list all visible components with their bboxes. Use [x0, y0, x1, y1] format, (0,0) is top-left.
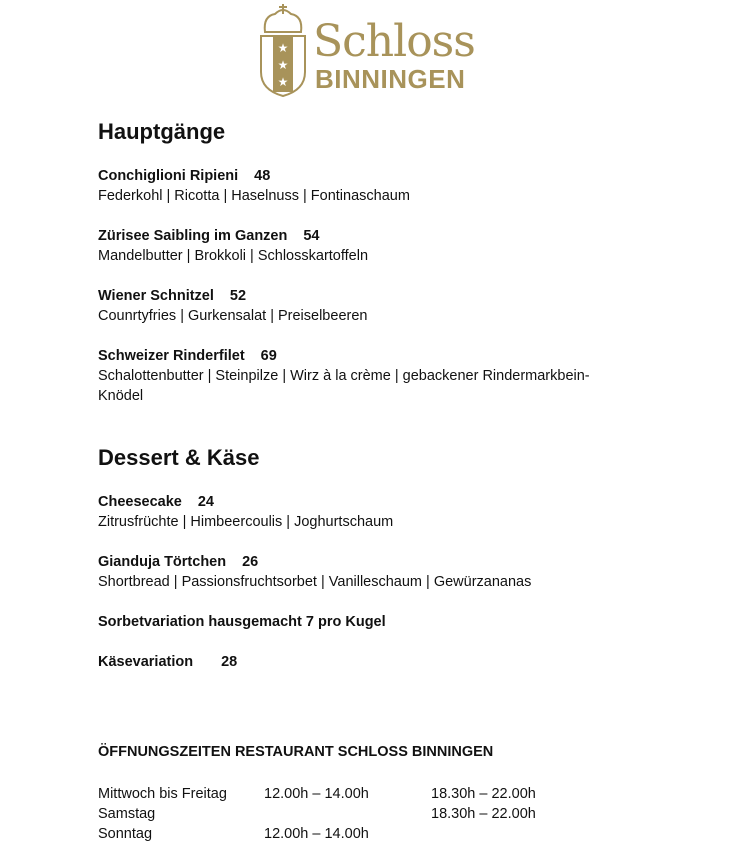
hours-lunch: [264, 804, 431, 824]
item-description: Shortbread | Passionsfruchtsorbet | Vanilleschaum | Gewürzananas: [98, 574, 532, 590]
item-price: 24: [197, 494, 214, 510]
item-name: Cheesecake: [98, 494, 182, 510]
menu-item: [98, 492, 698, 532]
menu-item: [98, 552, 698, 592]
item-description: Counrtyfries | Gurkensalat | Preiselbeeren: [98, 308, 368, 324]
item-name: Gianduja Törtchen: [98, 554, 227, 570]
logo-text: Schloss: [313, 16, 475, 67]
hours-row: [98, 804, 536, 824]
item-description: Schalottenbutter | Steinpilze | Wirz à la crème | gebackener Rindermarkbein-Knödel: [98, 368, 590, 404]
opening-hours-table: [98, 784, 536, 844]
item-description: Mandelbutter | Brokkoli | Schlosskartoffeln: [98, 248, 369, 264]
crest-icon: [255, 2, 311, 98]
logo: [255, 2, 490, 98]
menu-item: [98, 612, 698, 632]
item-description: Federkohl | Ricotta | Haselnuss | Fontinaschaum: [98, 188, 410, 204]
section-title: Hauptgänge: [98, 119, 226, 144]
menu-item: [98, 226, 698, 266]
menu-item: [98, 346, 698, 406]
item-name: Sorbetvariation hausgemacht 7 pro Kugel: [98, 614, 386, 630]
svg-text:★: ★: [277, 58, 289, 72]
hours-lunch: 12.00h – 14.00h: [264, 786, 369, 802]
item-price: 54: [303, 228, 320, 244]
item-price: 28: [221, 654, 238, 670]
item-price: 52: [229, 288, 247, 304]
item-price: 48: [254, 168, 271, 184]
hours-lunch: 12.00h – 14.00h: [264, 826, 369, 842]
item-name: Zürisee Saibling im Ganzen: [98, 228, 288, 244]
hours-row: [98, 784, 536, 804]
hours-dinner: 18.30h – 22.00h: [431, 786, 536, 802]
item-description: Zitrusfrüchte | Himbeercoulis | Joghurtschaum: [98, 514, 394, 530]
svg-text:★: ★: [277, 41, 289, 55]
section-main-courses: [98, 118, 698, 406]
item-name: Conchiglioni Ripieni: [98, 168, 239, 184]
item-price: 26: [242, 554, 259, 570]
hours-day: Samstag: [98, 806, 156, 822]
menu-item: [98, 286, 698, 326]
item-name: Wiener Schnitzel: [98, 288, 214, 304]
item-price: 69: [260, 348, 277, 364]
menu-item: [98, 166, 698, 206]
hours-day: Mittwoch bis Freitag: [98, 786, 227, 802]
menu: [98, 118, 698, 692]
svg-text:★: ★: [277, 75, 289, 89]
hours-day: Sonntag: [98, 826, 153, 842]
hours-dinner: 18.30h – 22.00h: [431, 806, 536, 822]
section-dessert-cheese: [98, 444, 698, 672]
item-name: Käsevariation: [98, 654, 194, 670]
logo-subtext: BINNINGEN: [315, 64, 466, 94]
menu-item: [98, 652, 698, 672]
hours-row: [98, 824, 536, 844]
opening-hours-title: ÖFFNUNGSZEITEN RESTAURANT SCHLOSS BINNINGEN: [98, 744, 494, 760]
item-name: Schweizer Rinderfilet: [98, 348, 245, 364]
section-title: Dessert & Käse: [98, 445, 260, 470]
